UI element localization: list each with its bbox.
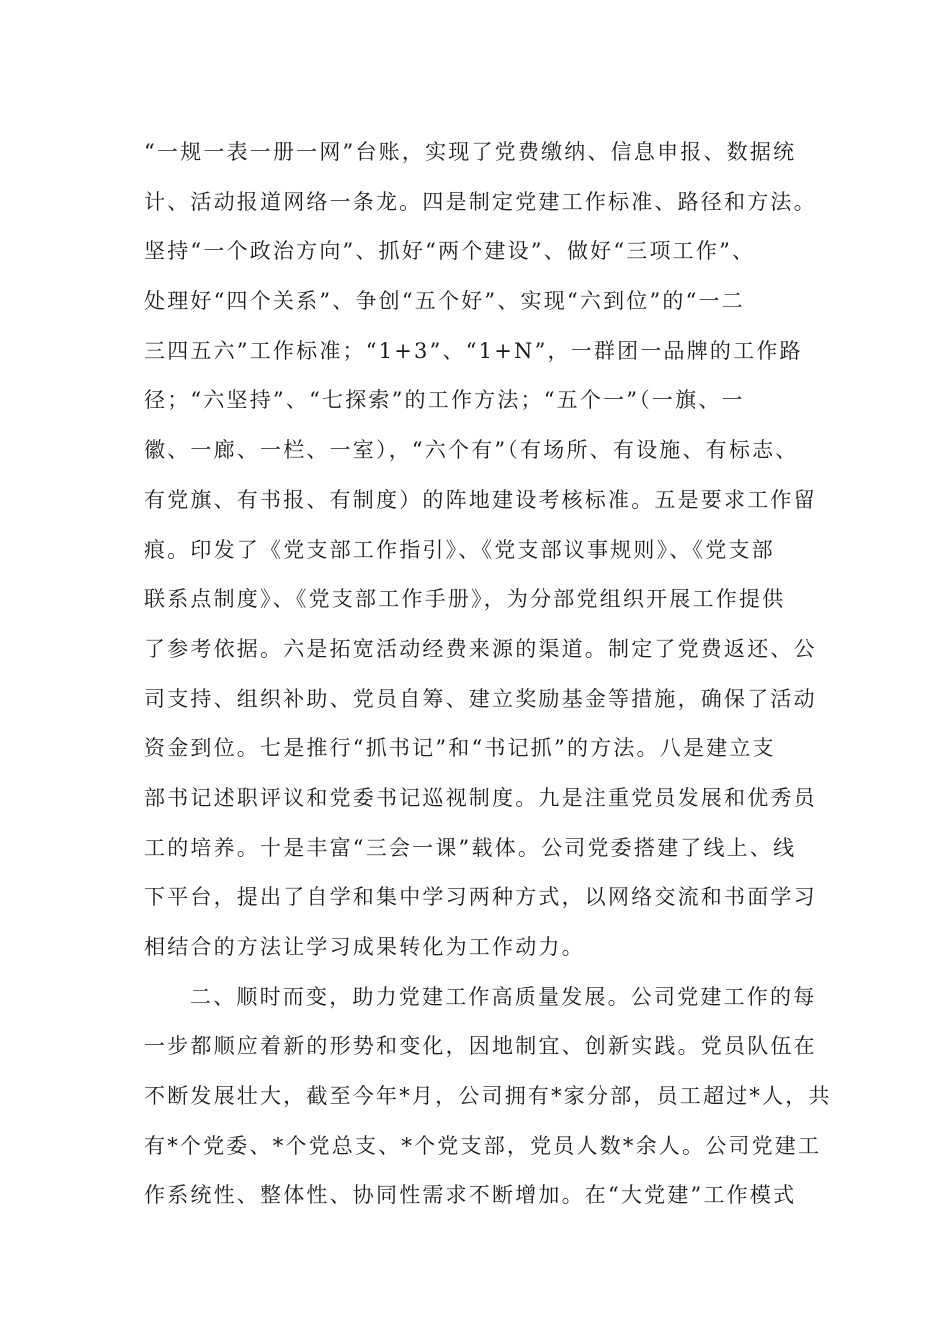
text-line: 司支持、组织补助、党员自筹、建立奖励基金等措施，确保了活动: [144, 686, 817, 711]
text-line: 部书记述职评议和党委书记巡视制度。九是注重党员发展和优秀员: [144, 785, 817, 810]
text-line: 坚持“一个政治方向”、抓好“两个建设”、做好“三项工作”、: [144, 239, 756, 264]
text-line: 联系点制度》、《党支部工作手册》，为分部党组织开展工作提供: [144, 587, 786, 612]
text-line: 有*个党委、*个党总支、*个党支部，党员人数*余人。公司党建工: [144, 1133, 822, 1158]
text-line: 工的培养。十是丰富“三会一课”载体。公司党委搭建了线上、线: [144, 835, 797, 860]
text-line: 三四五六”工作标准；“1+3”、“1+N”，一群团一品牌的工作路: [144, 338, 803, 363]
text-line: 一步都顺应着新的形势和变化，因地制宜、创新实践。党员队伍在: [144, 1034, 817, 1059]
text-line: 了参考依据。六是拓宽活动经费来源的渠道。制定了党费返还、公: [144, 636, 817, 661]
text-line: 作系统性、整体性、协同性需求不断增加。在“大党建”工作模式: [144, 1183, 797, 1208]
paragraph-heading-line: 二、顺时而变，助力党建工作高质量发展。公司党建工作的每: [190, 984, 817, 1009]
text-line: 处理好“四个关系”、争创“五个好”、实现“六到位”的“一二: [144, 289, 745, 314]
text-line: 下平台，提出了自学和集中学习两种方式，以网络交流和书面学习: [144, 885, 817, 910]
text-line: 相结合的方法让学习成果转化为工作动力。: [144, 935, 585, 959]
text-line: 径；“六坚持”、“七探索”的工作方法；“五个一”（一旗、一: [144, 388, 745, 413]
text-line: 徽、一廊、一栏、一室），“六个有”（有场所、有设施、有标志、: [144, 438, 799, 463]
text-line: 资金到位。七是推行“抓书记”和“书记抓”的方法。八是建立支: [144, 736, 776, 761]
text-line: 有党旗、有书报、有制度）的阵地建设考核标准。五是要求工作留: [144, 487, 817, 512]
text-line: 计、活动报道网络一条龙。四是制定党建工作标准、路径和方法。: [144, 189, 817, 214]
text-line: 不断发展壮大，截至今年*月，公司拥有*家分部，员工超过*人，共: [144, 1084, 832, 1109]
text-line: 痕。印发了《党支部工作指引》、《党支部议事规则》、《党支部: [144, 537, 775, 562]
text-line: “一规一表一册一网”台账，实现了党费缴纳、信息申报、数据统: [144, 140, 797, 164]
body-text: [144, 128, 834, 1221]
